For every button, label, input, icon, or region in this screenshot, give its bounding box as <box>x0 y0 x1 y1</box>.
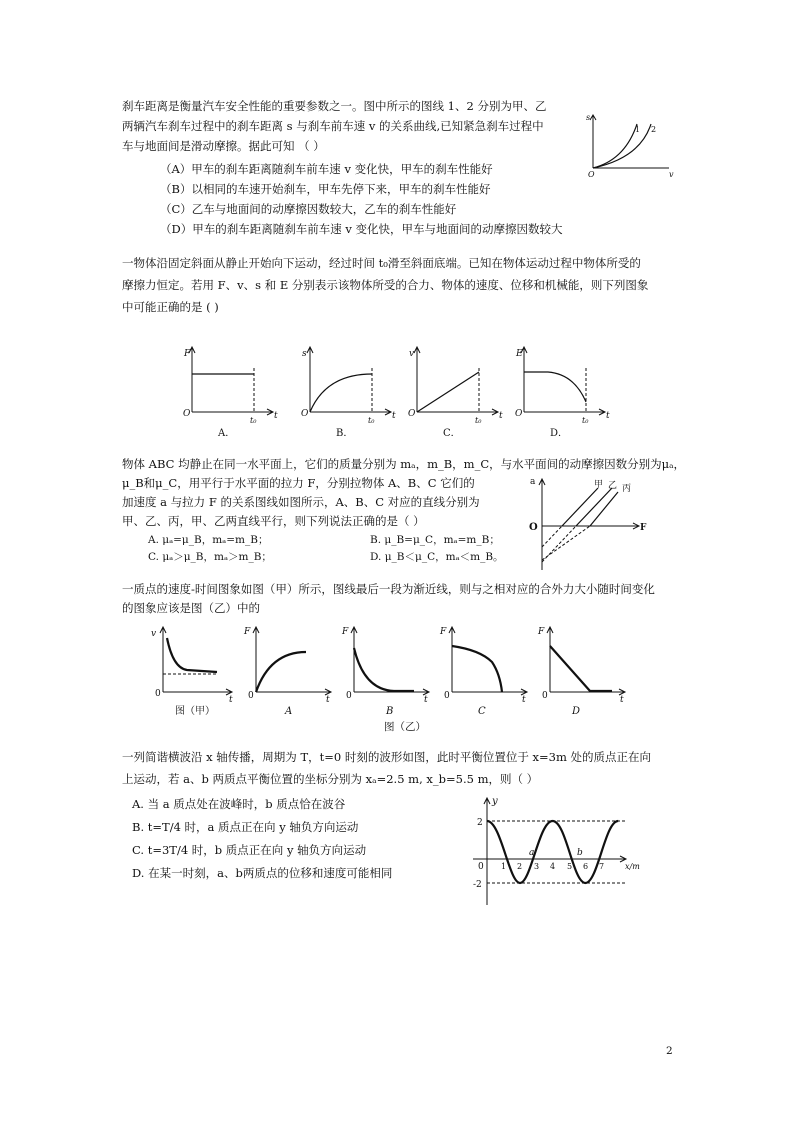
q3-line-4: 甲、乙、丙，甲、乙两直线平行，则下列说法正确的是（ ） <box>122 514 425 528</box>
q1-option-a[interactable]: （A）甲车的刹车距离随刹车前车速 v 变化快，甲车的刹车性能好 <box>160 162 493 176</box>
q3-origin: O <box>529 522 538 533</box>
q3-line-3: 加速度 a 与拉力 F 的关系图线如图所示，A、B、C 对应的直线分别为 <box>122 495 480 509</box>
q5-point-b: b <box>577 848 583 858</box>
q5-x-tick-2: 2 <box>517 862 523 871</box>
q3-option-c[interactable]: C. μₐ＞μ_B，mₐ＞m_B； <box>148 551 272 563</box>
q4-b-origin: 0 <box>346 691 352 701</box>
q4-b-caption: B <box>386 706 394 717</box>
q3-x-label: F <box>640 523 647 533</box>
q4-line-2: 的图象应该是图（乙）中的 <box>122 601 260 615</box>
q4-d-origin: 0 <box>542 691 548 701</box>
q4-b-curve <box>354 648 414 691</box>
q5-line-1: 一列简谐横波沿 x 轴传播，周期为 T，t=0 时刻的波形如图，此时平衡位置位于 x=3m 处的质点正在向 <box>122 750 652 764</box>
q3-line-2: μ_B和μ_C，用平行于水平面的拉力 F，分别拉物体 A、B、C 它们的 <box>122 476 475 490</box>
q5-wave-curve <box>487 821 618 883</box>
q5-y-min: -2 <box>473 880 482 890</box>
q3-line-jia <box>562 488 598 526</box>
q4-line-1: 一质点的速度-时间图象如图（甲）所示，图线最后一段为渐近线，则与之相对应的合外力大小随时间变化 <box>122 582 655 596</box>
q4-b-y-label: F <box>342 627 349 637</box>
q1-line-3: 车与地面间是滑动摩擦。据此可知 （ ） <box>122 139 325 153</box>
q1-curve-2-label: 2 <box>651 125 657 134</box>
q3-option-d[interactable]: D. μ_B＜μ_C，mₐ＜m_B。 <box>370 551 504 563</box>
q5-x-tick-7: 7 <box>599 862 605 871</box>
q2-b-letter: B． <box>336 428 354 439</box>
q2-b-origin: O <box>301 409 309 419</box>
q2-c-origin: O <box>408 409 416 419</box>
q4-d-x-label: t <box>620 695 624 705</box>
q2-d-t0-label: t₀ <box>582 416 589 425</box>
q1-curve-1-label: 1 <box>635 125 641 134</box>
q2-line-1: 一物体沿固定斜面从静止开始向下运动，经过时间 t₀滑至斜面底端。已知在物体运动过程中物体所受的 <box>122 256 641 270</box>
q3-label-bing: 丙 <box>622 484 632 494</box>
q4-graph-jia <box>145 622 235 717</box>
q2-c-x-label: t <box>499 411 503 421</box>
q4-c-caption: C <box>478 706 486 717</box>
q4-jia-caption: 图（甲） <box>175 706 215 717</box>
q4-jia-y-label: v <box>151 629 157 639</box>
q2-b-t0-label: t₀ <box>368 416 375 425</box>
q5-x-tick-6: 6 <box>583 862 589 871</box>
q3-option-a[interactable]: A. μₐ=μ_B，mₐ=m_B； <box>148 534 269 546</box>
q4-graph-d[interactable] <box>534 622 629 717</box>
q2-graph-d[interactable] <box>512 344 612 439</box>
q4-jia-x-label: t <box>229 695 233 705</box>
q1-option-b[interactable]: （B）以相同的车速开始刹车，甲车先停下来，甲车的刹车性能好 <box>160 182 491 196</box>
q4-a-y-label: F <box>244 627 251 637</box>
q2-line-3: 中可能正确的是 ( ) <box>122 300 219 314</box>
q1-line-2: 两辆汽车刹车过程中的刹车距离 s 与刹车前车速 v 的关系曲线,已知紧急刹车过程中 <box>122 119 544 133</box>
q2-b-curve <box>310 374 372 412</box>
q1-line-1: 刹车距离是衡量汽车安全性能的重要参数之一。图中所示的图线 1、2 分别为甲、乙 <box>122 99 547 113</box>
q2-d-y-label: E <box>516 349 523 359</box>
q4-c-y-label: F <box>440 627 447 637</box>
q3-y-label: a <box>530 477 536 487</box>
q5-x-tick-1: 1 <box>501 862 507 871</box>
q3-line-1: 物体 ABC 均静止在同一水平面上，它们的质量分别为 mₐ，m_B，m_C，与水平面间的动摩擦因数分别为μₐ， <box>122 457 686 471</box>
q2-c-t0-label: t₀ <box>475 416 482 425</box>
q4-graph-a[interactable] <box>240 622 335 717</box>
q4-a-curve <box>256 652 306 692</box>
q2-a-letter: A． <box>218 428 236 439</box>
q2-d-x-label: t <box>606 411 610 421</box>
q2-c-line <box>417 372 479 412</box>
q3-label-yi: 乙 <box>608 481 618 491</box>
q5-x-tick-4: 4 <box>550 862 556 871</box>
q2-graph-b[interactable] <box>298 344 398 439</box>
q1-y-label: s <box>586 113 591 122</box>
q5-option-b[interactable]: B. t=T/4 时，a 质点正在向 y 轴负方向运动 <box>132 820 359 834</box>
q1-origin: O <box>588 170 595 179</box>
q2-c-y-label: v <box>409 349 415 359</box>
q2-d-letter: D． <box>550 428 569 439</box>
q2-a-x-label: t <box>274 411 278 421</box>
q4-jia-curve <box>167 638 217 672</box>
q4-a-origin: 0 <box>248 691 254 701</box>
q1-curve-2 <box>593 124 651 168</box>
q1-option-d[interactable]: （D）甲车的刹车距离随刹车前车速 v 变化快，甲车与地面间的动摩擦因数较大 <box>160 222 563 236</box>
q2-graph-c[interactable] <box>405 344 505 439</box>
page-number: 2 <box>666 1045 673 1057</box>
q5-y-label: y <box>492 796 498 807</box>
q5-line-2: 上运动，若 a、b 两质点平衡位置的坐标分别为 xₐ=2.5 m, x_b=5.5 m，则（ ） <box>122 772 539 786</box>
q4-c-x-label: t <box>522 695 526 705</box>
q5-option-d[interactable]: D. 在某一时刻，a、b两质点的位移和速度可能相同 <box>132 866 393 880</box>
q3-option-b[interactable]: B. μ_B=μ_C，mₐ=m_B； <box>370 534 500 546</box>
q5-option-c[interactable]: C. t=3T/4 时，b 质点正在向 y 轴负方向运动 <box>132 843 367 857</box>
q5-x-tick-5: 5 <box>567 862 573 871</box>
q4-b-x-label: t <box>424 695 428 705</box>
q5-x-tick-3: 3 <box>534 862 540 871</box>
q1-option-c[interactable]: （C）乙车与地面间的动摩擦因数较大，乙车的刹车性能好 <box>160 202 457 216</box>
q1-figure <box>585 112 675 180</box>
q5-origin: 0 <box>478 862 484 872</box>
q2-a-y-label: F <box>184 349 191 359</box>
q2-a-t0-label: t₀ <box>250 416 257 425</box>
q5-point-a: a <box>529 848 535 858</box>
q4-jia-origin: 0 <box>155 689 161 699</box>
q4-group-caption: 图（乙） <box>384 721 426 733</box>
q2-graph-a[interactable] <box>180 344 280 439</box>
q4-c-curve <box>452 646 502 692</box>
q2-a-origin: O <box>183 409 191 419</box>
q4-graph-b[interactable] <box>338 622 433 717</box>
q4-a-caption: A <box>285 706 293 717</box>
q2-b-y-label: s <box>302 349 307 359</box>
q5-y-max: 2 <box>477 818 483 828</box>
q4-d-caption: D <box>572 706 581 717</box>
q4-c-origin: 0 <box>444 691 450 701</box>
q3-label-jia: 甲 <box>594 480 604 490</box>
q4-d-curve <box>550 646 612 691</box>
q4-graph-c[interactable] <box>436 622 531 717</box>
q5-option-a[interactable]: A. 当 a 质点处在波峰时，b 质点恰在波谷 <box>132 797 346 811</box>
q4-d-y-label: F <box>538 627 545 637</box>
q5-x-label: x/m <box>625 862 640 871</box>
q2-c-letter: C． <box>443 428 461 439</box>
q3-figure <box>520 474 650 574</box>
q2-d-curve <box>524 372 586 402</box>
q2-line-2: 摩擦力恒定。若用 F、v、s 和 E 分别表示该物体所受的合力、物体的速度、位移和机械能，则下列图象 <box>122 278 649 292</box>
q4-a-x-label: t <box>326 695 330 705</box>
q5-figure <box>465 795 640 910</box>
q2-d-origin: O <box>515 409 523 419</box>
q2-b-x-label: t <box>392 411 396 421</box>
q1-x-label: v <box>669 170 674 179</box>
